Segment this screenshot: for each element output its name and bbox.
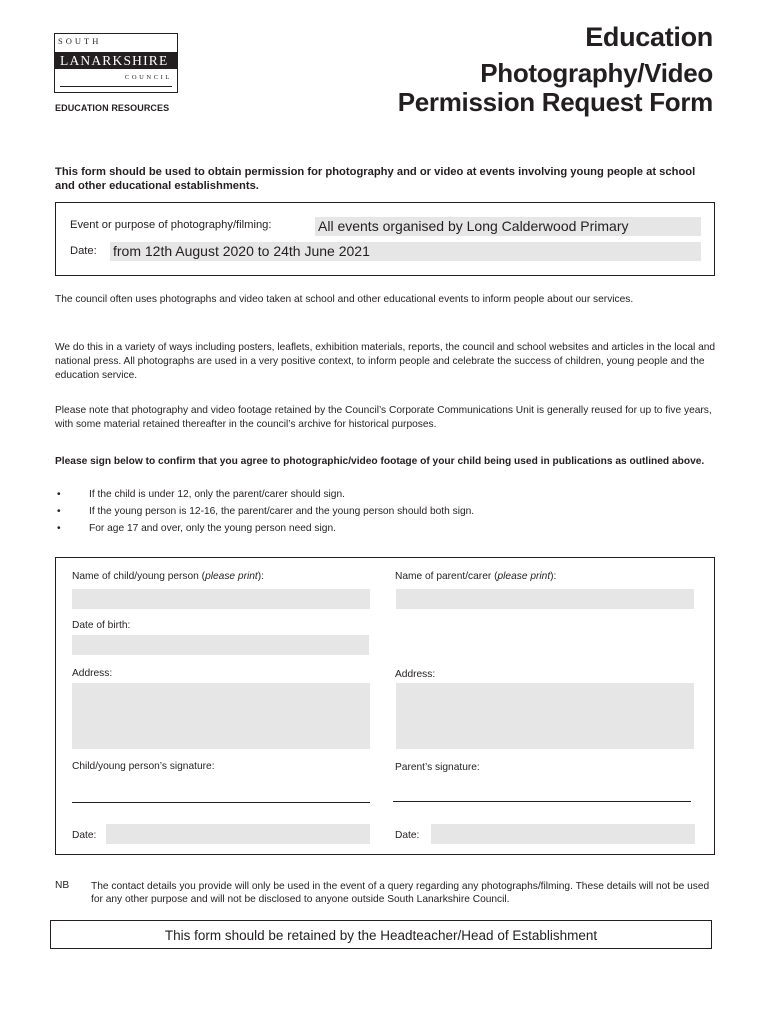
purpose-label: Event or purpose of photography/filming: <box>70 219 272 231</box>
child-address-label: Address: <box>72 668 113 679</box>
list-item: • If the young person is 12-16, the parent/carer and the young person should both sign. <box>57 506 475 517</box>
parent-signature-label: Parent’s signature: <box>395 762 480 773</box>
consent-form-box <box>55 557 715 855</box>
child-date-input[interactable] <box>106 824 370 844</box>
parent-signature-line[interactable] <box>393 801 691 802</box>
sign-instruction: Please sign below to confirm that you agree to photographic/video footage of your child being used in publications as outlined above. <box>55 456 705 467</box>
event-details-box <box>55 202 715 276</box>
purpose-field[interactable]: All events organised by Long Calderwood Primary <box>315 217 701 236</box>
date-label: Date: <box>70 245 97 257</box>
nb-label: NB <box>55 880 70 891</box>
paragraph-2: We do this in a variety of ways including posters, leaflets, exhibition materials, reports, the council and school websites and articles in the local and national press. All photographs are used in a very positive context, to inform people and celebrate the success of children, young people and the education service. <box>55 342 716 381</box>
parent-address-label: Address: <box>395 669 436 680</box>
parent-date-input[interactable] <box>431 824 695 844</box>
paragraph-1: The council often uses photographs and video taken at school and other educational events to inform people about our services. <box>55 294 634 305</box>
parent-address-input[interactable] <box>396 683 694 749</box>
page-subtitle <box>398 59 713 117</box>
child-date-label: Date: <box>72 830 97 841</box>
subtitle-line-1: Photography/Video <box>480 58 713 88</box>
paragraph-3: Please note that photography and video footage retained by the Council’s Corporate Communications Unit is generally reused for up to five years, with some material retained thereafter in the council’s archive for historical purposes. <box>55 405 712 430</box>
dob-input[interactable] <box>72 635 369 655</box>
subtitle-line-2: Permission Request Form <box>397 87 713 117</box>
child-signature-label: Child/young person’s signature: <box>72 761 215 772</box>
logo-divider <box>60 86 172 87</box>
intro-text: This form should be used to obtain permission for photography and or video at events involving young people at school and other educational establishments. <box>55 166 696 192</box>
child-address-input[interactable] <box>72 683 370 749</box>
logo-text-south: SOUTH <box>58 36 102 46</box>
parent-name-input[interactable] <box>396 589 694 609</box>
child-name-label: Name of child/young person (please print): <box>72 571 264 582</box>
department-label: EDUCATION RESOURCES <box>55 103 170 113</box>
list-item: • For age 17 and over, only the young person need sign. <box>57 523 336 534</box>
nb-text: The contact details you provide will only be used in the event of a query regarding any photographs/filming. These details will not be used for any other purpose and will not be disclosed to anyone outside South Lanarkshire Council. <box>91 881 710 905</box>
child-signature-line[interactable] <box>72 802 370 803</box>
child-name-input[interactable] <box>72 589 370 609</box>
parent-date-label: Date: <box>395 830 420 841</box>
parent-name-label: Name of parent/carer (please print): <box>395 571 557 582</box>
instruction-list <box>57 486 474 537</box>
dob-label: Date of birth: <box>72 620 131 631</box>
list-item: • If the child is under 12, only the parent/carer should sign. <box>57 489 345 500</box>
logo-text-lanarkshire: LANARKSHIRE <box>54 52 178 69</box>
page-title: Education <box>585 22 713 52</box>
logo-text-council: COUNCIL <box>124 74 172 81</box>
date-field[interactable]: from 12th August 2020 to 24th June 2021 <box>110 242 701 261</box>
council-logo <box>54 33 178 93</box>
retention-notice: This form should be retained by the Headteacher/Head of Establishment <box>50 920 712 949</box>
